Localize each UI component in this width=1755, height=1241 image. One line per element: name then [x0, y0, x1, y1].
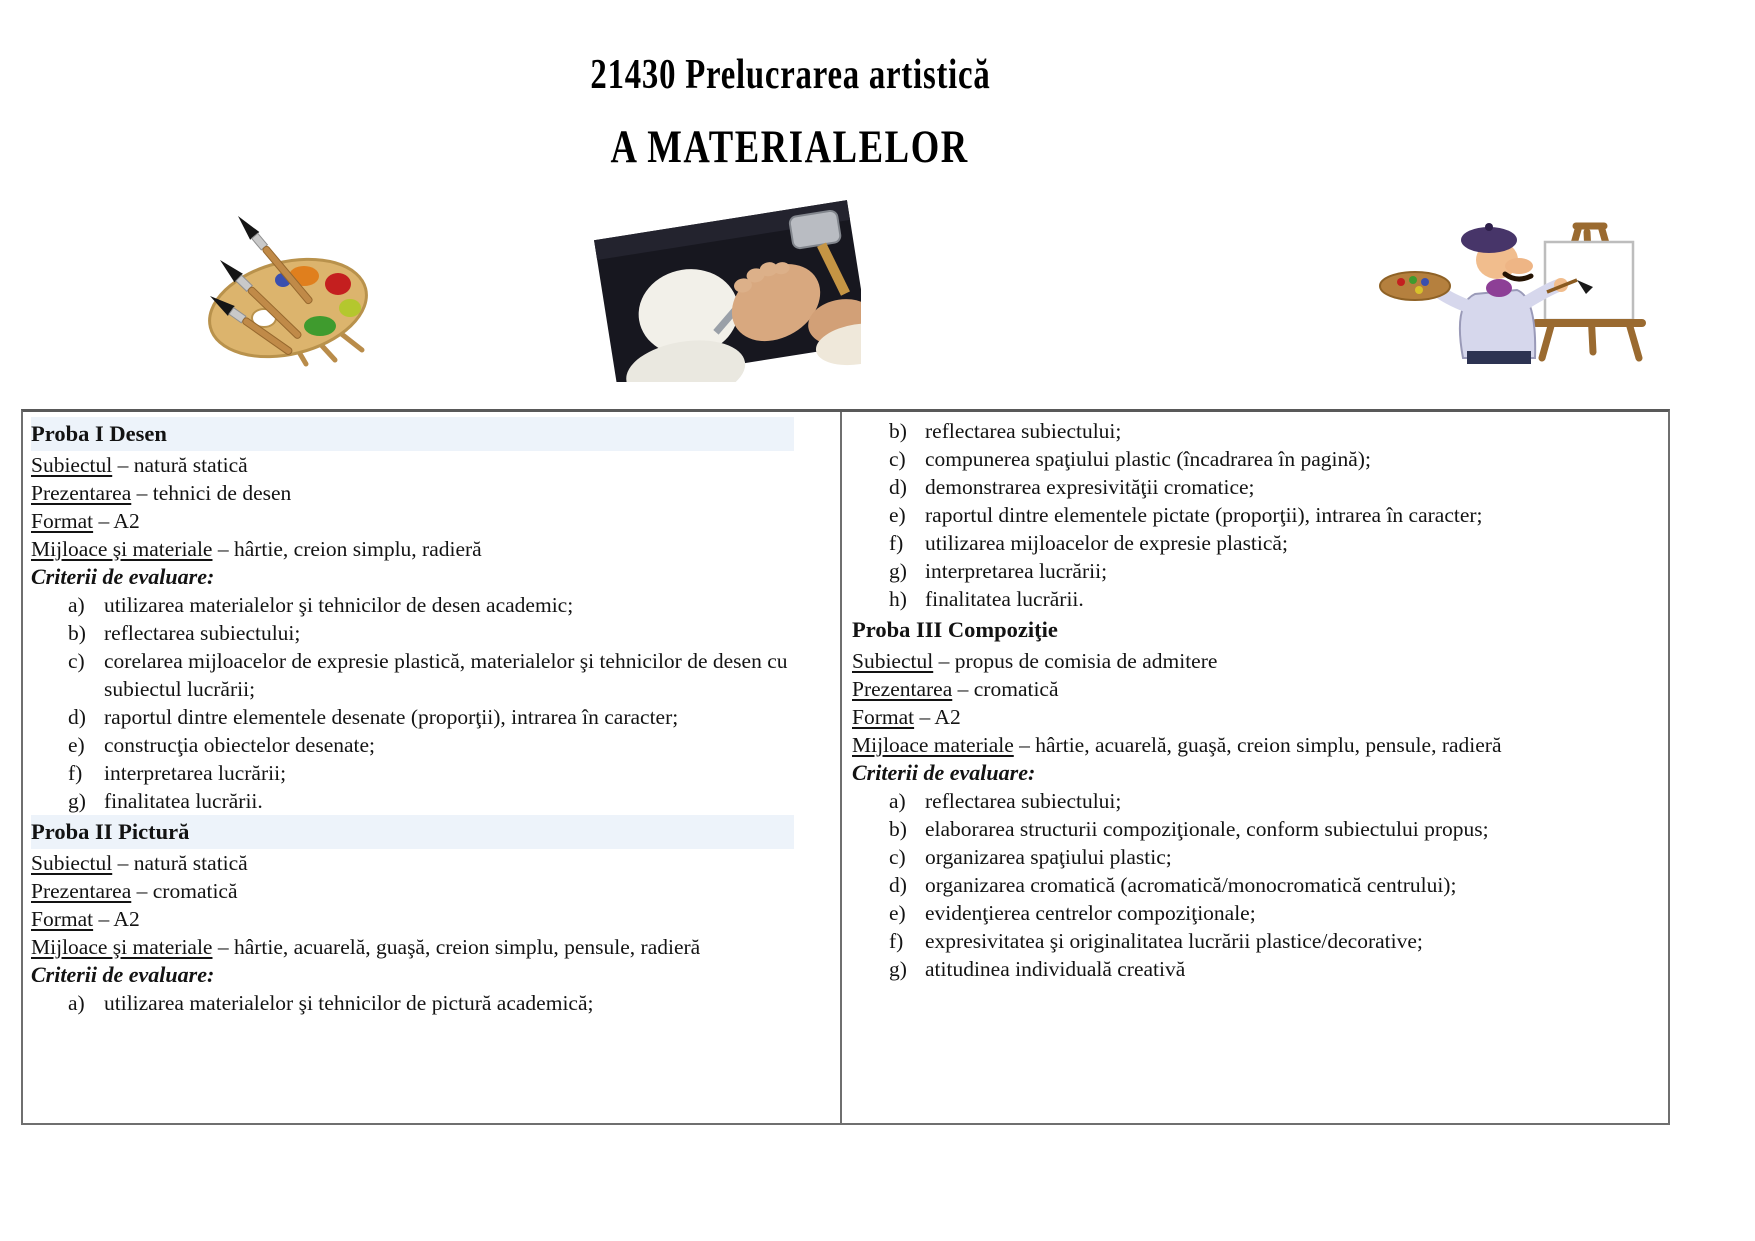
stone-carving-photo [593, 192, 861, 382]
title-line-2: A MATERIALELOR [610, 121, 970, 173]
list-item [889, 529, 1596, 557]
paint-palette-illustration [190, 200, 370, 368]
list-item-text: interpretarea lucrării; [104, 761, 287, 785]
list-item-text: utilizarea materialelor şi tehnicilor de pictură academică; [104, 991, 594, 1015]
field-label: Subiectul [852, 649, 934, 673]
field-label: Format [31, 907, 94, 931]
list-item-text: raportul dintre elementele pictate (proporţii), intrarea în caracter; [925, 503, 1483, 527]
field-value: – A2 [98, 509, 140, 533]
list-item-marker: e) [889, 503, 906, 527]
field-value: – hârtie, acuarelă, guaşă, creion simplu, pensule, radieră [1019, 733, 1502, 757]
list-item [68, 989, 794, 1017]
list-item [889, 899, 1596, 927]
field-label: Subiectul [31, 453, 113, 477]
list-item [889, 501, 1596, 529]
list-item-text: raportul dintre elementele desenate (proporţii), intrarea în caracter; [104, 705, 679, 729]
field-label: Subiectul [31, 851, 113, 875]
paint-palette-image [190, 200, 370, 368]
list-item-text: reflectarea subiectului; [925, 789, 1122, 813]
list-item [889, 871, 1596, 899]
list-item-text: organizarea spaţiului plastic; [925, 845, 1172, 869]
section-header [852, 613, 1596, 647]
criteria-heading [852, 759, 1596, 787]
field-value: – propus de comisia de admitere [938, 649, 1218, 673]
list-item-marker: a) [68, 991, 85, 1015]
list-item-marker: e) [889, 901, 906, 925]
field-label: Prezentarea [31, 879, 132, 903]
section-header [31, 417, 794, 451]
criteria-heading-text: Criterii de evaluare: [852, 760, 1036, 785]
list-item-marker: f) [68, 761, 83, 785]
list-item-marker: c) [889, 447, 906, 471]
list-item-marker: h) [889, 587, 907, 611]
field-label: Mijloace şi materiale [31, 935, 213, 959]
table-cell-left [23, 412, 840, 1123]
list-item-marker: g) [68, 789, 86, 813]
field-label: Prezentarea [31, 481, 132, 505]
page-title [0, 52, 1580, 172]
field-value: – A2 [98, 907, 140, 931]
field-value: – hârtie, acuarelă, guaşă, creion simplu, pensule, radieră [217, 935, 701, 959]
field-value: – tehnici de desen [136, 481, 292, 505]
list-item [889, 445, 1596, 473]
list-item-text: finalitatea lucrării. [925, 587, 1084, 611]
artist-easel-image [1205, 206, 1650, 364]
field-line [31, 933, 794, 961]
field-label: Format [852, 705, 915, 729]
list-item [889, 417, 1596, 445]
list-item [68, 703, 794, 731]
field-label: Mijloace materiale [852, 733, 1014, 757]
list-item-marker: a) [68, 593, 85, 617]
field-value: – cromatică [957, 677, 1059, 701]
field-label: Format [31, 509, 94, 533]
field-line [31, 507, 794, 535]
section-header-text: Proba I Desen [31, 421, 167, 446]
list-item [889, 787, 1596, 815]
list-item-text: atitudinea individuală creativă [925, 957, 1186, 981]
field-value: – hârtie, creion simplu, radieră [217, 537, 482, 561]
section-header-text: Proba II Pictură [31, 819, 190, 844]
artist-easel-illustration [1205, 206, 1650, 364]
list-item [889, 585, 1596, 613]
criteria-heading [31, 961, 794, 989]
criteria-table [21, 409, 1670, 1125]
list-item-marker: g) [889, 559, 907, 583]
list-item [889, 955, 1596, 983]
section-header [31, 815, 794, 849]
list-item-marker: f) [889, 531, 904, 555]
list-item-marker: d) [68, 705, 86, 729]
list-item-marker: e) [68, 733, 85, 757]
field-value: – natură statică [117, 851, 248, 875]
list-item [68, 759, 794, 787]
list-item-marker: c) [68, 649, 85, 673]
title-line-1: 21430 Prelucrarea artistică [589, 52, 991, 98]
field-label: Prezentarea [852, 677, 953, 701]
list-item-marker: b) [889, 817, 907, 841]
list-item [889, 927, 1596, 955]
list-item [68, 619, 794, 647]
list-item-text: corelarea mijloacelor de expresie plastică, materialelor şi tehnicilor de desen cu subiectul lucrării; [104, 649, 788, 701]
list-item-text: organizarea cromatică (acromatică/monocromatică centrului); [925, 873, 1457, 897]
field-value: – cromatică [136, 879, 238, 903]
list-item-marker: d) [889, 475, 907, 499]
list-item-marker: f) [889, 929, 904, 953]
criteria-heading [31, 563, 794, 591]
list-item-text: utilizarea mijloacelor de expresie plastică; [925, 531, 1288, 555]
field-line [31, 479, 794, 507]
field-line [852, 675, 1596, 703]
list-item-marker: c) [889, 845, 906, 869]
list-item-marker: b) [889, 419, 907, 443]
criteria-heading-text: Criterii de evaluare: [31, 564, 215, 589]
field-line [31, 849, 794, 877]
field-value: – natură statică [117, 453, 248, 477]
field-label: Mijloace şi materiale [31, 537, 213, 561]
list-item [889, 843, 1596, 871]
field-line [31, 905, 794, 933]
stone-carving-illustration [593, 192, 861, 382]
section-header-text: Proba III Compoziţie [852, 617, 1058, 642]
list-item-text: reflectarea subiectului; [104, 621, 301, 645]
list-item-text: compunerea spaţiului plastic (încadrarea în pagină); [925, 447, 1371, 471]
list-item [889, 557, 1596, 585]
criteria-heading-text: Criterii de evaluare: [31, 962, 215, 987]
list-item-text: utilizarea materialelor şi tehnicilor de desen academic; [104, 593, 574, 617]
list-item [889, 473, 1596, 501]
list-item [68, 647, 794, 703]
list-item-marker: g) [889, 957, 907, 981]
list-item-text: interpretarea lucrării; [925, 559, 1108, 583]
list-item-text: finalitatea lucrării. [104, 789, 263, 813]
field-line [852, 731, 1596, 759]
list-item-text: demonstrarea expresivităţii cromatice; [925, 475, 1255, 499]
field-value: – A2 [919, 705, 961, 729]
list-item [889, 815, 1596, 843]
list-item-text: reflectarea subiectului; [925, 419, 1122, 443]
list-item-text: construcţia obiectelor desenate; [104, 733, 376, 757]
list-item-text: elaborarea structurii compoziţionale, conform subiectului propus; [925, 817, 1489, 841]
list-item-marker: b) [68, 621, 86, 645]
list-item-marker: d) [889, 873, 907, 897]
list-item-text: evidenţierea centrelor compoziţionale; [925, 901, 1256, 925]
list-item [68, 731, 794, 759]
field-line [31, 877, 794, 905]
list-item [68, 591, 794, 619]
table-cell-right [840, 412, 1668, 1123]
list-item-marker: a) [889, 789, 906, 813]
list-item-text: expresivitatea şi originalitatea lucrării plastice/decorative; [925, 929, 1423, 953]
field-line [31, 451, 794, 479]
field-line [852, 647, 1596, 675]
list-item [68, 787, 794, 815]
field-line [31, 535, 794, 563]
field-line [852, 703, 1596, 731]
